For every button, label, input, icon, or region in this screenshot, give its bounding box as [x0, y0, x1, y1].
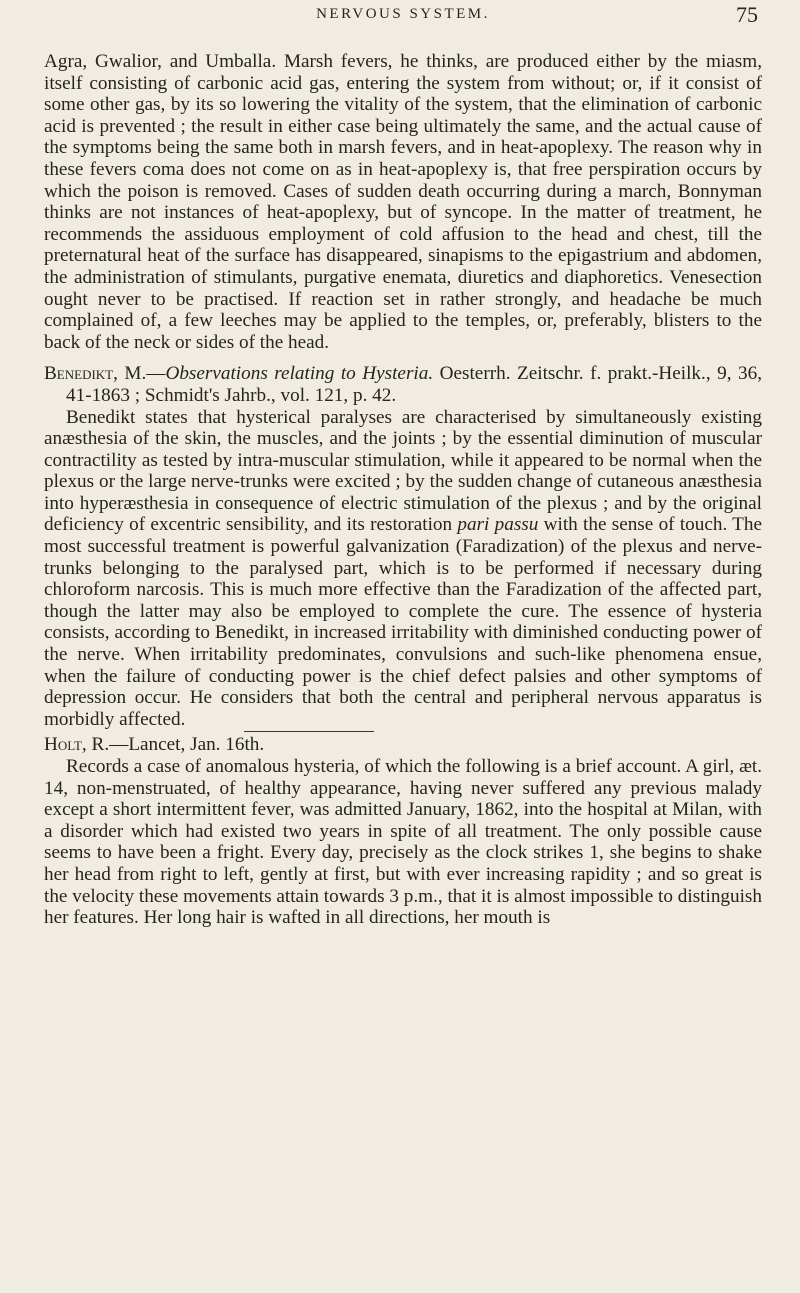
entry-source: Oesterrh. Zeitschr. f. prakt.-Heilk., 9, 36, 41-1863 ; Schmidt's Jahrb., vol. 121, p. 42.: [66, 363, 762, 406]
section-divider: [244, 731, 374, 732]
running-title: NERVOUS SYSTEM.: [316, 6, 490, 22]
entry-citation: [44, 363, 762, 406]
abstract-italic-phrase: pari passu: [457, 514, 539, 536]
entry-source: —Lancet, Jan. 16th.: [109, 734, 265, 756]
bibliography-entry-holt: [44, 734, 762, 928]
citation-line: Benedikt, M.—Observations relating to Hysteria. Oesterrh. Zeitschr. f. prakt.-Heilk., 9, 36, 41-1863 ; Schmidt's Jahrb., vol. 121, p. 42.: [44, 363, 762, 406]
entry-abstract: [44, 407, 762, 731]
entry-author: Holt, R.: [44, 734, 110, 756]
running-head: [44, 0, 762, 30]
abstract-text-part2: with the sense of touch. The most successful treatment is powerful galvanization (Faradization) of the plexus and nerve-trunks belonging to the paralysed part, which is to be performed if necessary during chloroform narcosis. This is much more effective than the Faradization of the affected part, though the latter may also be employed to complete the cure. The essence of hysteria consists, according to Benedikt, in increased irritability with diminished conducting power of the nerve. When irritability predominates, convulsions and such-like phenomena ensue, when the failure of conducting power is the chief defect palsies and other symptoms of depression occur. He considers that both the central and peripheral nervous apparatus is morbidly affected.: [44, 514, 762, 730]
page-number: 75: [736, 2, 758, 27]
entry-abstract: Records a case of anomalous hysteria, of which the following is a brief account. A girl, æt. 14, non-menstruated, of healthy appearance, having never suffered any previous malady except a short intermittent fever, was admitted January, 1862, into the hospital at Milan, with a disorder which had existed two years in spite of all treatment. The only possible cause seems to have been a fright. Every day, precisely as the clock strikes 1, she begins to shake her head from right to left, gently at first, but with ever increasing rapidity ; and so great is the velocity these movements attain towards 3 p.m., that it is almost impossible to distinguish her features. Her long hair is wafted in all directions, her mouth is: [44, 756, 762, 929]
entry-title: Observations relating to Hysteria.: [165, 363, 434, 385]
abstract-text-part1: Benedikt states that hysterical paralyses are characterised by simultaneously existing anæsthesia of the skin, the muscles, and the joints ; by the essential diminution of muscular contractility as tested by intra-muscular stimulation, while it appeared to be normal when the plexus or the large nerve-trunks were excited ; by the sudden change of cutaneous anæsthesia into hyperæsthesia in consequence of electric stimulation of the plexus ; and by the original deficiency of excentric sensibility, and its restoration: [44, 406, 762, 536]
entry-citation: [44, 734, 762, 756]
continuation-paragraph: Agra, Gwalior, and Umballa. Marsh fevers, he thinks, are produced either by the miasm, itself consisting of carbonic acid gas, entering the system from without; or, if it consist of some other gas, by its so lowering the vitality of the system, that the elimination of carbonic acid is prevented ; the result in either case being ultimately the same, and the actual cause of the symptoms being the same both in marsh fevers, and in heat-apoplexy. The reason why in these fevers coma does not come on as in heat-apoplexy is, that free perspiration occurs by which the poison is removed. Cases of sudden death occurring during a march, Bonnyman thinks are not instances of heat-apoplexy, but of syncope. In the matter of treatment, he recommends the assiduous employment of cold affusion to the head and chest, till the preternatural heat of the surface has disappeared, sinapisms to the epigastrium and abdomen, the administration of stimulants, purgative enemata, diuretics and diaphoretics. Venesection ought never to be practised. If reaction set in rather strongly, and headache be much complained of, a few leeches may be applied to the temples, or, preferably, blisters to the back of the neck or sides of the head.: [44, 51, 762, 353]
bibliography-entry-benedikt: [44, 363, 762, 730]
entry-author: Benedikt, M.: [44, 363, 147, 385]
